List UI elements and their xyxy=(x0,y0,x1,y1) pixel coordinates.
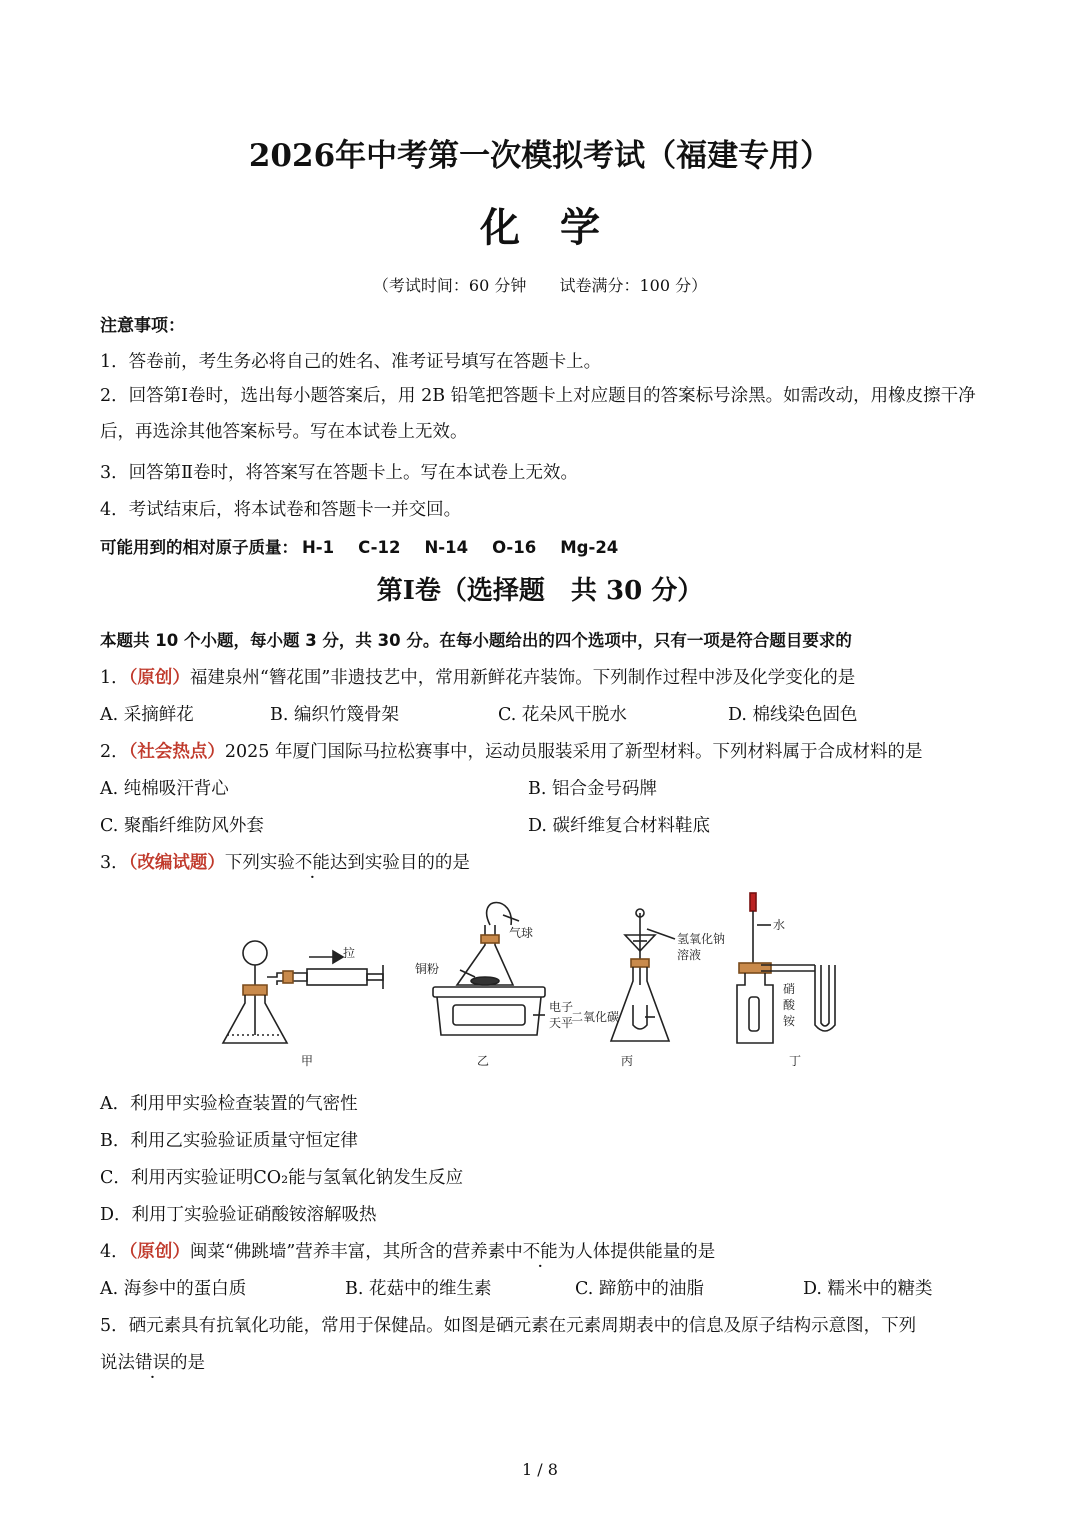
exam-score: 试卷满分：100 分） xyxy=(559,276,708,295)
experiment-figure xyxy=(215,885,855,1075)
question-stem: 福建泉州“簪花围”非遗技艺中，常用新鲜花卉装饰。下列制作过程中涉及化学变化的是 xyxy=(189,668,856,688)
subject-title: 化学 xyxy=(480,204,640,251)
option-d: D. 糯米中的糖类 xyxy=(803,1279,933,1299)
section-instruction: 本题共 10 个小题，每小题 3 分，共 30 分。在每小题给出的四个选项中，只有一项是符合题目要求的 xyxy=(100,631,852,650)
question-number: 2． xyxy=(100,742,129,762)
exam-info xyxy=(0,273,1080,296)
mass-item: N-14 xyxy=(424,538,469,557)
option-d: D. 碳纤维复合材料鞋底 xyxy=(528,816,711,836)
question-stem-end: 达到实验目的的是 xyxy=(329,853,470,873)
option-c: C．利用丙实验证明CO₂能与氢氧化钠发生反应 xyxy=(100,1168,464,1188)
apparatus-bing xyxy=(611,909,675,1041)
note-item: 1．答卷前，考生务必将自己的姓名、准考证号填写在答题卡上。 xyxy=(100,352,602,372)
question-stem: 闽菜“佛跳墙”营养丰富，其所含的营养素中 xyxy=(189,1242,523,1262)
option-b: B. 编织竹篾骨架 xyxy=(270,705,399,725)
figure-label: 水 xyxy=(773,918,786,932)
figure-label: 溶液 xyxy=(677,948,702,962)
question-3 xyxy=(100,849,470,874)
question-5-cont xyxy=(100,1349,205,1374)
exam-title: 2026年中考第一次模拟考试（福建专用） xyxy=(248,138,832,174)
figure-label: 天平 xyxy=(549,1016,574,1030)
section-title: 第Ⅰ卷（选择题 共 30 分） xyxy=(376,576,704,606)
question-tag: （原创） xyxy=(128,668,190,688)
figure-label: 氢氧化钠 xyxy=(677,932,726,946)
question-number: 4． xyxy=(100,1242,129,1262)
page-number: 1 / 8 xyxy=(522,1460,558,1479)
masses-label: 可能用到的相对原子质量： xyxy=(100,538,298,557)
option-c: C. 蹄筋中的油脂 xyxy=(575,1279,704,1299)
option-d: D. 棉线染色固色 xyxy=(728,705,858,725)
question-stem: 说法 xyxy=(100,1353,135,1373)
question-number: 1． xyxy=(100,668,129,688)
question-tag: （社会热点） xyxy=(128,742,225,762)
figure-label: 电子 xyxy=(549,1000,574,1014)
question-tag: （改编试题） xyxy=(128,853,225,873)
atomic-masses xyxy=(100,534,642,558)
option-b: B. 花菇中的维生素 xyxy=(345,1279,492,1299)
question-1 xyxy=(100,664,855,689)
mass-item: O-16 xyxy=(492,538,537,557)
note-item: 2．回答第Ⅰ卷时，选出每小题答案后，用 2B 铅笔把答题卡上对应题目的答案标号涂黑。如需改动，用橡皮擦干净后，再选涂其他答案标号。写在本试卷上无效。 xyxy=(100,386,976,442)
option-c: C. 花朵风干脱水 xyxy=(498,705,627,725)
emphasis-text: 不能 xyxy=(522,1242,558,1262)
apparatus-jia xyxy=(223,941,383,1043)
option-b: B. 铝合金号码牌 xyxy=(528,779,657,799)
mass-item: C-12 xyxy=(358,538,401,557)
apparatus-yi xyxy=(433,903,545,1036)
question-stem: 下列实验 xyxy=(224,853,295,873)
figure-label: 气球 xyxy=(509,926,534,940)
question-stem: 2025 年厦门国际马拉松赛事中，运动员服装采用了新型材料。下列材料属于合成材料的是 xyxy=(224,742,923,762)
figure-label: 硝 xyxy=(783,982,796,996)
question-5 xyxy=(100,1312,916,1337)
figure-caption: 丙 xyxy=(621,1054,634,1068)
question-stem-end: 的是 xyxy=(170,1353,205,1373)
emphasis-text: 错误 xyxy=(135,1353,170,1373)
note-item: 4．考试结束后，将本试卷和答题卡一并交回。 xyxy=(100,500,462,520)
question-number: 5． xyxy=(100,1316,129,1336)
option-a: A. 采摘鲜花 xyxy=(100,705,194,725)
figure-label: 二氧化碳 xyxy=(571,1010,620,1024)
question-stem-end: 为人体提供能量的是 xyxy=(557,1242,716,1262)
option-a: A. 纯棉吸汗背心 xyxy=(100,779,229,799)
figure-caption: 丁 xyxy=(789,1054,802,1068)
option-d: D．利用丁实验验证硝酸铵溶解吸热 xyxy=(100,1205,377,1225)
notes-heading: 注意事项： xyxy=(100,316,185,336)
emphasis-text: 不能 xyxy=(294,853,330,873)
figure-caption: 甲 xyxy=(301,1054,314,1068)
figure-label: 拉 xyxy=(343,946,356,960)
figure-caption: 乙 xyxy=(477,1054,490,1068)
option-b: B．利用乙实验验证质量守恒定律 xyxy=(100,1131,358,1151)
note-item: 3．回答第Ⅱ卷时，将答案写在答题卡上。写在本试卷上无效。 xyxy=(100,463,579,483)
figure-label: 铵 xyxy=(783,1014,796,1028)
figure-label: 酸 xyxy=(783,998,796,1012)
mass-item: H-1 xyxy=(302,538,335,557)
question-tag: （原创） xyxy=(128,1242,190,1262)
option-a: A. 海参中的蛋白质 xyxy=(100,1279,247,1299)
question-number: 3． xyxy=(100,853,129,873)
question-stem: 硒元素具有抗氧化功能，常用于保健品。如图是硒元素在元素周期表中的信息及原子结构示意图，下列 xyxy=(128,1316,917,1336)
exam-time: （考试时间：60 分钟 xyxy=(372,276,527,295)
question-4 xyxy=(100,1238,715,1263)
figure-label: 铜粉 xyxy=(415,962,440,976)
option-c: C. 聚酯纤维防风外套 xyxy=(100,816,264,836)
question-2 xyxy=(100,738,923,763)
option-a: A．利用甲实验检查装置的气密性 xyxy=(100,1094,358,1114)
mass-item: Mg-24 xyxy=(560,538,619,557)
